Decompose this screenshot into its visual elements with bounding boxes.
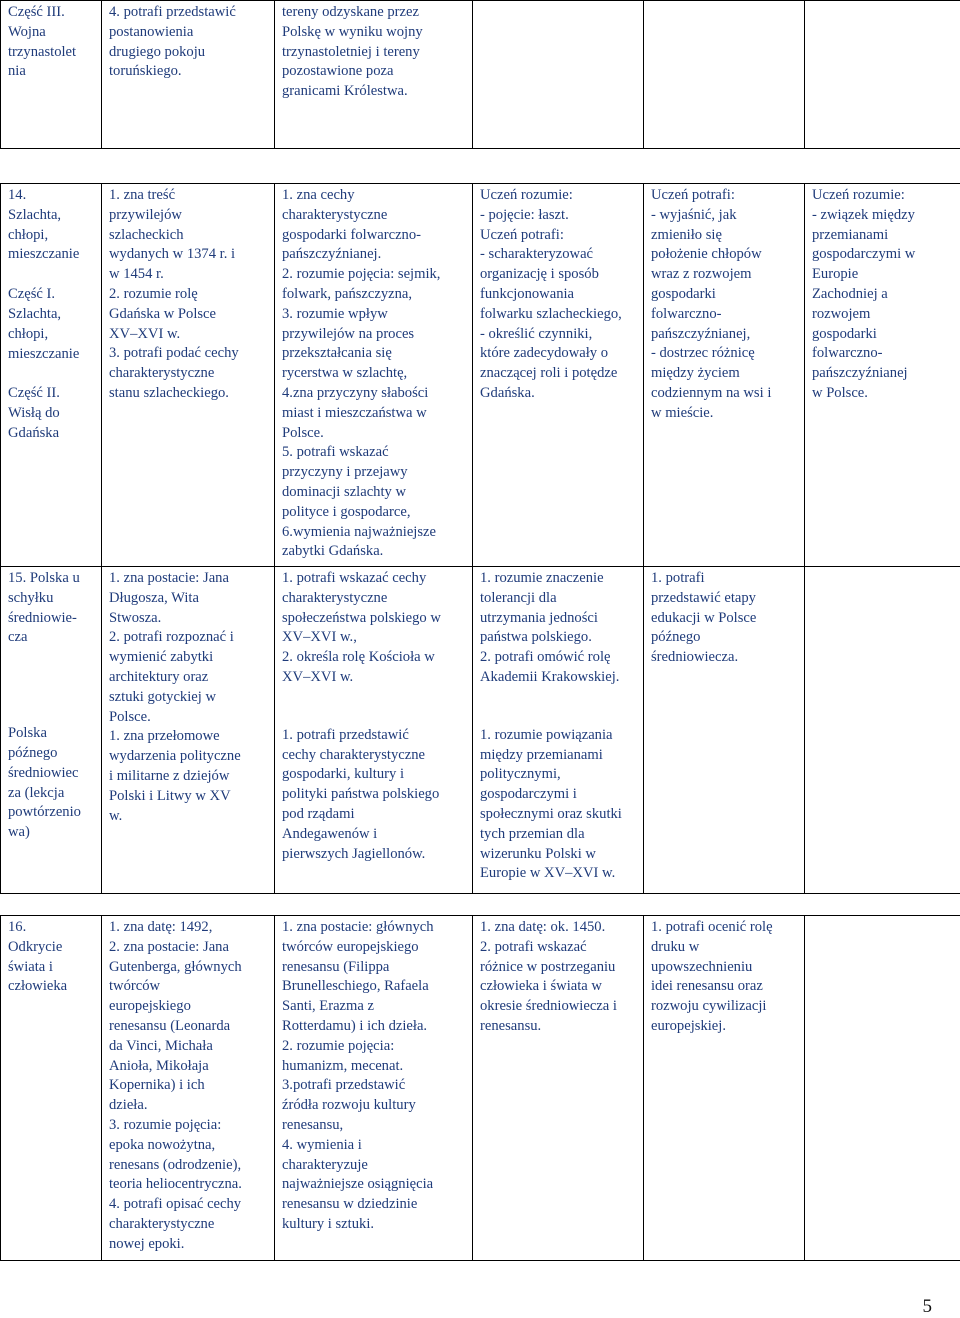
topic-title: 14. Szlachta, chłopi, mieszczanie — [8, 187, 80, 263]
empty-cell — [473, 1, 644, 149]
topic-part: Część II. Wisłą do Gdańska — [8, 385, 60, 441]
requirement-extended-cell: tereny odzyskane przez Polskę w wyniku wojny trzynastoletniej i tereny pozostawione poza granicami Królestwa. — [275, 1, 473, 149]
requirement-excellent-cell: Uczeń rozumie: - związek między przemianami gospodarczymi w Europie Zachodniej a rozwojem gospodarki folwarczno- pańszczyźnianej w Polsce. — [805, 184, 960, 567]
empty-cell — [644, 1, 805, 149]
topic-cell-15 — [1, 567, 102, 894]
table-row — [1, 184, 960, 567]
empty-cell — [805, 567, 960, 894]
requirement-basic-cell: 1. zna datę: 1492, 2. zna postacie: Jana Gutenberga, głównych twórców europejskiego renesansu (Leonarda da Vinci, Michała Anioła, Mikołaja Kopernika) i ich dzieła. 3. rozumie pojęcia: epoka nowożytna, renesans (odrodzenie), teoria heliocentryczna. 4. potrafi opisać cechy charakterystyczne nowej epoki. — [102, 916, 275, 1261]
topic-part: Polska późnego średniowiec za (lekcja powtórzenio wa) — [8, 725, 81, 841]
table-row — [1, 916, 960, 1261]
topic-cell-14 — [1, 184, 102, 567]
requirement-basic-cell: 4. potrafi przedstawić postanowienia drugiego pokoju toruńskiego. — [102, 1, 275, 149]
empty-cell — [805, 916, 960, 1261]
top-table — [0, 0, 960, 149]
topic-cell-war: Część III. Wojna trzynastolet nia — [1, 1, 102, 149]
requirement-good-cell: 1. potrafi ocenić rolę druku w upowszechnieniu idei renesansu oraz rozwoju cywilizacji europejskiej. — [644, 916, 805, 1261]
requirement-good-cell: Uczeń potrafi: - wyjaśnić, jak zmieniło się położenie chłopów wraz z rozwojem gospodarki folwarczno- pańszczyźnianej, - dostrzec różnicę między życiem codziennym na wsi i w mieście. — [644, 184, 805, 567]
table-row — [1, 567, 960, 894]
curriculum-table-main — [0, 183, 960, 894]
topic-cell-16: 16. Odkrycie świata i człowieka — [1, 916, 102, 1261]
empty-cell — [805, 1, 960, 149]
requirement-advanced-cell: Uczeń rozumie: - pojęcie: łaszt. Uczeń potrafi: - scharakteryzować organizację i sposób funkcjonowania folwarku szlacheckiego, - określić czynniki, które zadecydowały o znaczącej roli i potędze Gdańska. — [473, 184, 644, 567]
requirement-basic-cell: 1. zna treść przywilejów szlacheckich wydanych w 1374 r. i w 1454 r. 2. rozumie rolę Gdańska w Polsce XV–XVI w. 3. potrafi podać cechy charakterystyczne stanu szlacheckiego. — [102, 184, 275, 567]
topic-part: Część I. Szlachta, chłopi, mieszczanie — [8, 286, 80, 362]
requirement-extended-cell: 1. zna postacie: głównych twórców europejskiego renesansu (Filippa Brunelleschiego, Rafaela Santi, Erazma z Rotterdamu) i ich dzieła. 2. rozumie pojęcia: humanizm, mecenat. 3.potrafi przedstawić źródła rozwoju kultury renesansu, 4. wymienia i charakteryzuje najważniejsze osiągnięcia renesansu w dziedzinie kultury i sztuki. — [275, 916, 473, 1261]
curriculum-table-16 — [0, 915, 960, 1261]
requirement-basic-cell: 1. zna postacie: Jana Długosza, Wita Stwosza. 2. potrafi rozpoznać i wymienić zabytki architektury oraz sztuki gotyckiej w Polsce. 1. zna przełomowe wydarzenia polityczne i militarne z dziejów Polski i Litwy w XV w. — [102, 567, 275, 894]
requirement-good-cell: 1. potrafi przedstawić etapy edukacji w Polsce późnego średniowiecza. — [644, 567, 805, 894]
requirement-extended-cell: 1. potrafi wskazać cechy charakterystyczne społeczeństwa polskiego w XV–XVI w., 2. określa rolę Kościoła w XV–XVI w. 1. potrafi przedstawić cechy charakterystyczne gospodarki, kultury i polityki państwa polskiego pod rządami Andegawenów i pierwszych Jagiellonów. — [275, 567, 473, 894]
requirement-advanced-cell: 1. zna datę: ok. 1450. 2. potrafi wskazać różnice w postrzeganiu człowieka i świata w okresie średniowiecza i renesansu. — [473, 916, 644, 1261]
requirement-extended-cell: 1. zna cechy charakterystyczne gospodarki folwarczno- pańszczyźnianej. 2. rozumie pojęcia: sejmik, folwark, pańszczyzna, 3. rozumie wpływ przywilejów na proces przekształcania się rycerstwa w szlachtę, 4.zna przyczyny słabości miast i mieszczaństwa w Polsce. 5. potrafi wskazać przyczyny i przejawy dominacji szlachty w polityce i gospodarce, 6.wymienia najważniejsze zabytki Gdańska. — [275, 184, 473, 567]
requirement-advanced-cell: 1. rozumie znaczenie tolerancji dla utrzymania jedności państwa polskiego. 2. potrafi omówić rolę Akademii Krakowskiej. 1. rozumie powiązania między przemianami politycznymi, gospodarczymi i społecznymi oraz skutki tych przemian dla wizerunku Polski w Europie w XV–XVI w. — [473, 567, 644, 894]
topic-title: 15. Polska u schyłku średniowie- cza — [8, 570, 80, 646]
page-number: 5 — [922, 1296, 932, 1317]
